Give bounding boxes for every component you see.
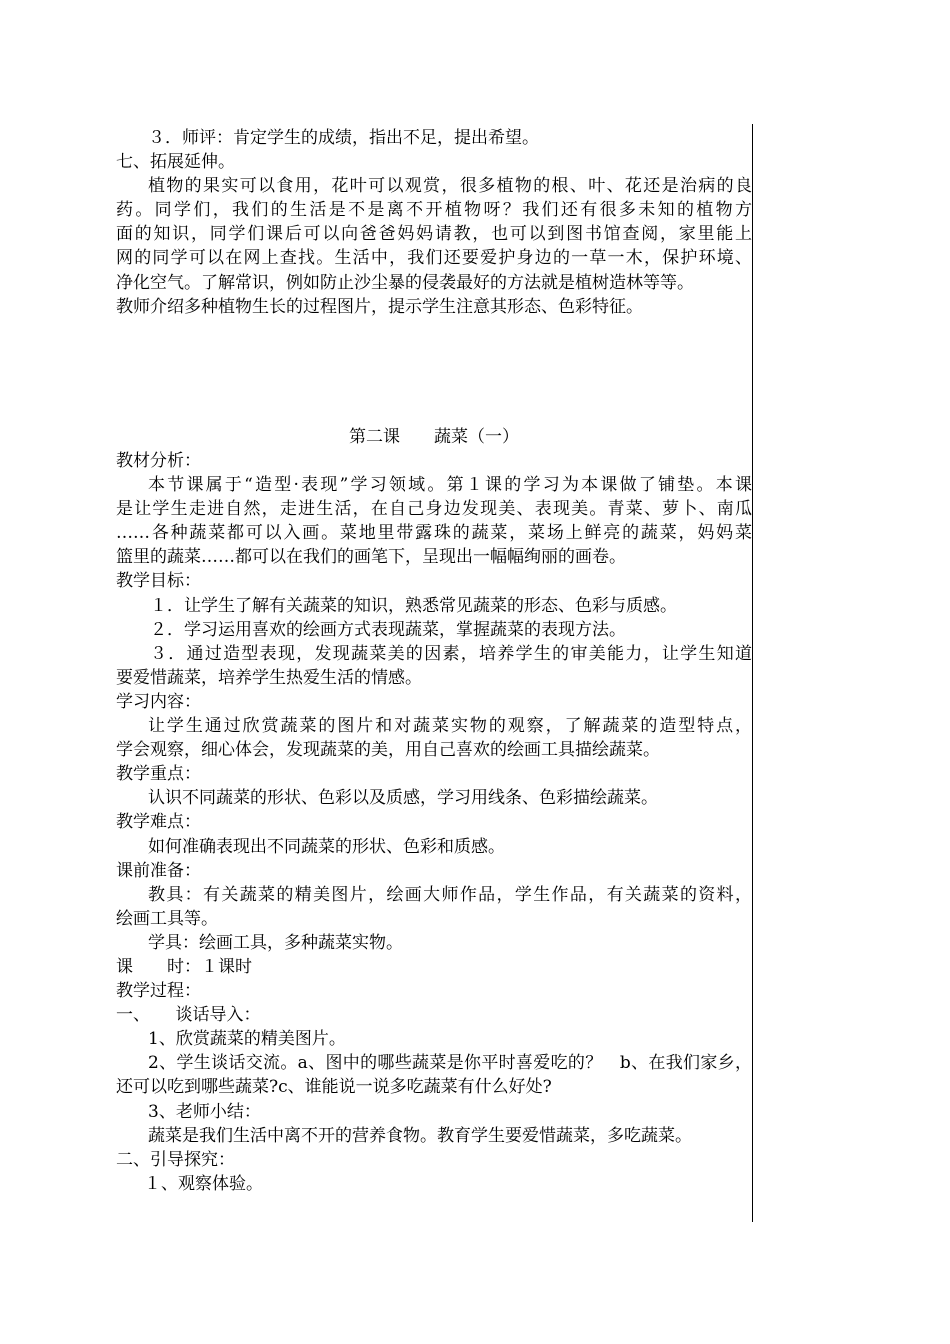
section-extension [116,126,752,319]
list-item: １．让学生了解有关蔬菜的知识，熟悉常见蔬菜的形态、色彩与质感。 [150,595,677,616]
margin-rule [752,124,753,1222]
lesson-title [116,425,752,449]
paragraph-line: 本节课属于“造型·表现”学习领域。第１课的学习为本课做了铺垫。本课 [148,475,752,496]
list-item: ２．学习运用喜欢的绘画方式表现蔬菜，掌握蔬菜的表现方法。 [150,619,626,640]
paragraph-line: 课 时：１课时 [116,956,252,977]
paragraph-line: 学具：绘画工具，多种蔬菜实物。 [148,932,403,953]
list-item: 1、欣赏蔬菜的精美图片。 [148,1029,346,1050]
lesson-number: 第二课 [349,427,400,447]
section-heading: 教材分析： [116,451,201,471]
paragraph-line: 要爱惜蔬菜，培养学生热爱生活的情感。 [116,667,422,688]
paragraph-line: 网的同学可以在网上查找。生活中，我们还要爱护身边的一草一木，保护环境、 [116,248,752,269]
paragraph-line: 蔬菜是我们生活中离不开的营养食物。教育学生要爱惜蔬菜，多吃蔬菜。 [148,1125,692,1146]
paragraph-line: 如何准确表现出不同蔬菜的形状、色彩和质感。 [148,836,505,857]
paragraph-line: 认识不同蔬菜的形状、色彩以及质感，学习用线条、色彩描绘蔬菜。 [148,788,658,809]
section-heading: 七、拓展延伸。 [116,152,235,173]
paragraph-line: 药。同学们，我们的生活是不是离不开植物呀？我们还有很多未知的植物方 [116,200,752,221]
section-heading: 课前准备： [116,860,201,881]
paragraph-line: 教师介绍多种植物生长的过程图片，提示学生注意其形态、色彩特征。 [116,296,643,317]
list-item: ３．通过造型表现，发现蔬菜美的因素，培养学生的审美能力，让学生知道 [150,643,752,664]
lesson-name: 蔬菜（一） [434,427,519,447]
paragraph-line: 学会观察，细心体会，发现蔬菜的美，用自己喜欢的绘画工具描绘蔬菜。 [116,740,660,761]
section-heading: 学习内容： [116,691,201,712]
section-heading: 二、引导探究： [116,1149,235,1170]
paragraph-line: 还可以吃到哪些蔬菜?c、谁能说一说多吃蔬菜有什么好处? [116,1077,552,1098]
section-heading: 教学目标： [116,571,201,592]
paragraph-line: 绘画工具等。 [116,908,218,929]
paragraph-line: 让学生通过欣赏蔬菜的图片和对蔬菜实物的观察，了解蔬菜的造型特点， [148,716,752,737]
paragraph-line: 植物的果实可以食用，花叶可以观赏，很多植物的根、叶、花还是治病的良 [148,176,752,197]
paragraph-line: 篮里的蔬菜……都可以在我们的画笔下，呈现出一幅幅绚丽的画卷。 [116,547,626,568]
paragraph-line: ……各种蔬菜都可以入画。菜地里带露珠的蔬菜，菜场上鲜亮的蔬菜，妈妈菜 [116,523,752,544]
list-item: 2、学生谈话交流。a、图中的哪些蔬菜是你平时喜爱吃的？ b、在我们家乡， [148,1053,752,1074]
list-item: １、观察体验。 [144,1173,263,1194]
paragraph-line: 面的知识，同学们课后可以向爸爸妈妈请教，也可以到图书馆查阅，家里能上 [116,224,752,245]
list-item: 3、老师小结： [148,1101,261,1122]
section-heading: 教学过程： [116,981,201,1002]
paragraph-line: 教具：有关蔬菜的精美图片，绘画大师作品，学生作品，有关蔬菜的资料， [148,884,752,905]
section-heading: 一、 谈话导入： [116,1005,261,1026]
paragraph-line: 净化空气。了解常识，例如防止沙尘暴的侵袭最好的方法就是植树造林等等。 [116,272,694,293]
paragraph-line: ３．师评：肯定学生的成绩，指出不足，提出希望。 [148,128,539,148]
section-heading: 教学重点： [116,764,201,785]
paragraph-line: 是让学生走进自然，走进生活，在自己身边发现美、表现美。青菜、萝卜、南瓜 [116,499,752,520]
section-heading: 教学难点： [116,812,201,833]
lesson-body [116,449,752,1196]
